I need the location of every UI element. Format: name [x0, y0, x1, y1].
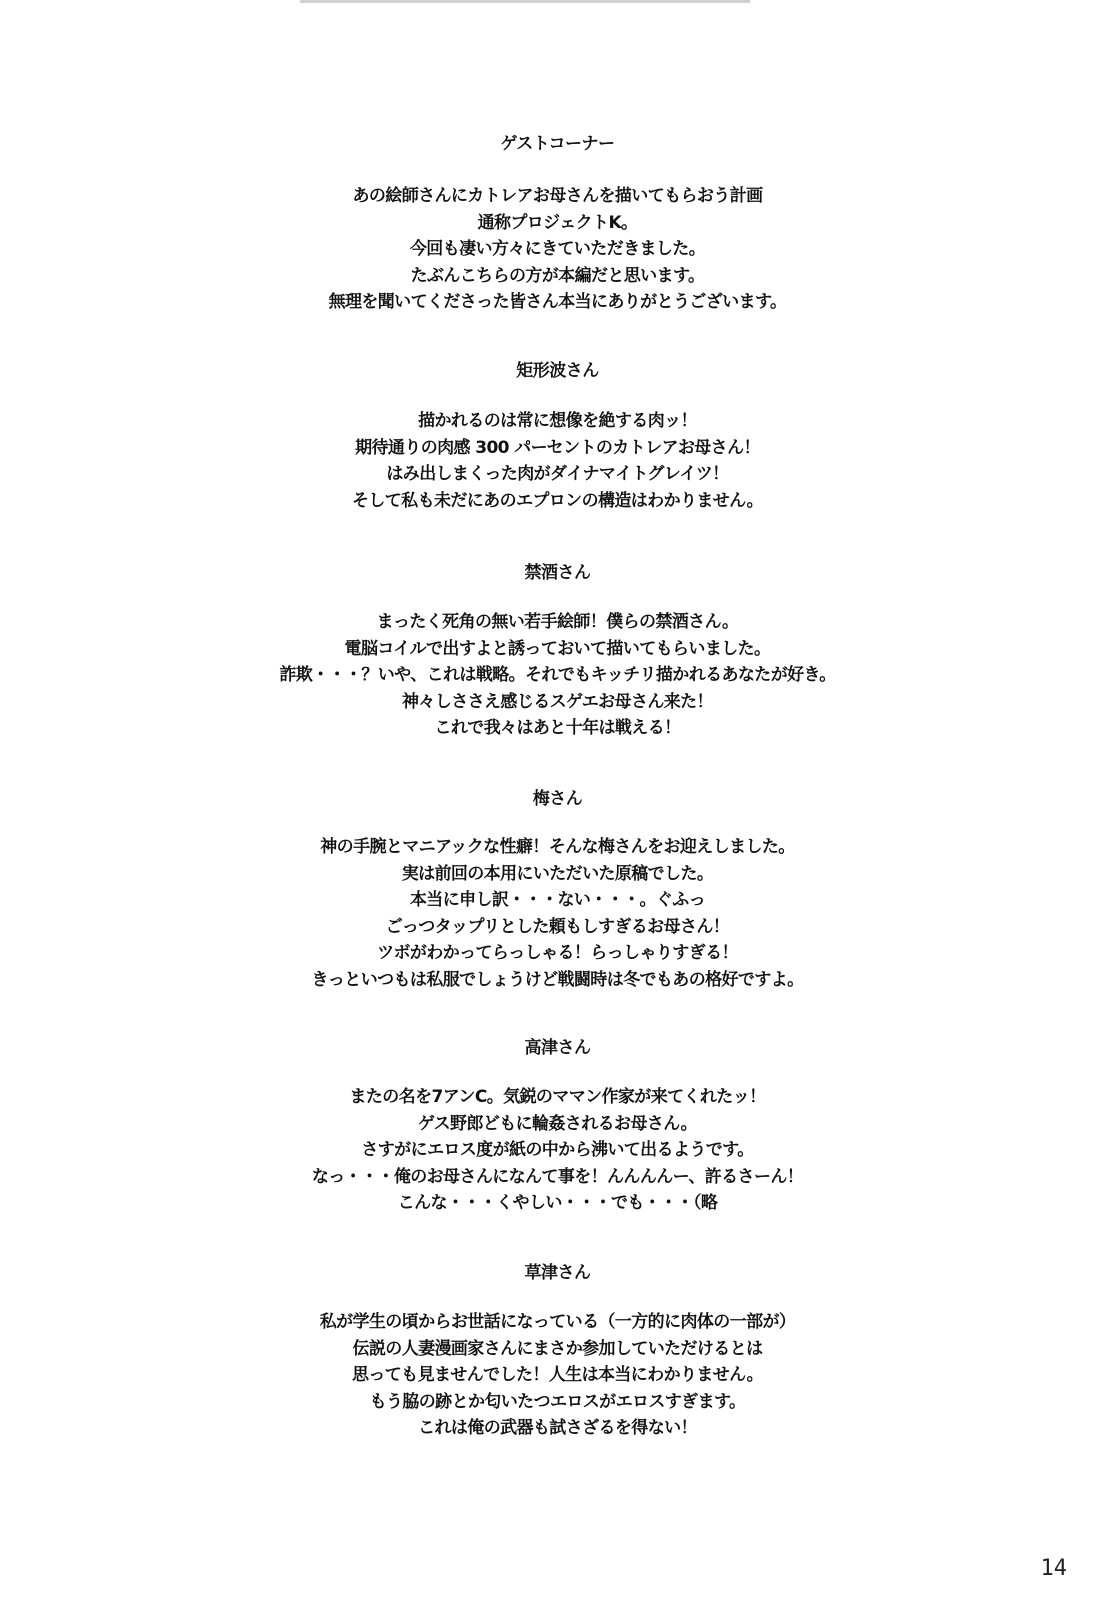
page-title: ゲストコーナー: [500, 134, 615, 154]
section-line: 神の手腕とマニアックな性癖！そんな梅さんをお迎えしました。: [320, 837, 795, 857]
section-line: 詐欺・・・？いや、これは戦略。それでもキッチリ描かれるあなたが好き。: [279, 665, 836, 685]
section-line: 思っても見ませんでした！人生は本当にわかりません。: [351, 1365, 764, 1385]
intro-line: 無理を聞いてくださった皆さん本当にありがとうございます。: [328, 292, 787, 312]
section-line: なっ・・・俺のお母さんになんて事を！んんんんー、許るさーん！: [311, 1166, 804, 1187]
section-line: はみ出しまくった肉がダイナマイトグレイツ！: [386, 464, 729, 484]
section-line: こんな・・・くやしい・・・でも・・・（略: [397, 1193, 718, 1213]
section-line: 伝説の人妻漫画家さんにまさか参加していただけるとは: [352, 1338, 763, 1359]
section-heading: 梅さん: [532, 789, 583, 809]
section-line: 描かれるのは常に想像を絶する肉ッ！: [418, 411, 697, 431]
intro-line: たぶんこちらの方が本編だと思います。: [410, 265, 705, 286]
section-heading: 高津さん: [524, 1038, 591, 1058]
section-line: そして私も未だにあのエプロンの構造はわかりません。: [351, 490, 764, 511]
section-line: もう脇の跡とか匂いたつエロスがエロスすぎます。: [369, 1391, 746, 1412]
section-line: これは俺の武器も試さざるを得ない！: [418, 1418, 697, 1438]
section-heading: 禁酒さん: [524, 563, 591, 583]
section-line: 本当に申し訳・・・ない・・・。ぐふっ: [409, 890, 706, 910]
section-line: 期待通りの肉感 300 パーセントのカトレアお母さん！: [355, 437, 760, 458]
section-line: 神々しささえ感じるスゲエお母さん来た！: [402, 691, 713, 712]
section-body: [0, 1309, 1115, 1442]
intro-paragraph: [0, 183, 1115, 316]
section-line: 電脳コイルで出すよと誘っておいて描いてもらいました。: [344, 638, 771, 659]
intro-line: あの絵師さんにカトレアお母さんを描いてもらおう計画: [352, 186, 763, 206]
section-line: さすがにエロス度が紙の中から沸いて出るようです。: [361, 1140, 754, 1160]
section-line: ごっつタップリとした頼もしすぎるお母さん！: [385, 916, 730, 937]
intro-line: 今回も凄い方々にきていただきました。: [409, 239, 706, 259]
page-number: 14: [1040, 1556, 1067, 1581]
section-line: ツボがわかってらっしゃる！らっしゃりすぎる！: [377, 943, 738, 963]
section-line: 実は前回の本用にいただいた原稿でした。: [401, 863, 714, 884]
top-edge-artifact: [300, 0, 750, 3]
section-line: まったく死角の無い若手絵師！僕らの禁酒さん。: [376, 612, 739, 632]
section-line: またの名を7アンC。気鋭のママン作家が来てくれたッ！: [349, 1087, 766, 1107]
section-line: きっといつもは私服でしょうけど戦闘時は冬でもあの格好ですよ。: [311, 969, 804, 990]
section-body: [0, 408, 1115, 514]
section-line: 私が学生の頃からお世話になっている（一方的に肉体の一部が）: [319, 1312, 796, 1332]
section-body: [0, 1084, 1115, 1217]
section-body: [0, 609, 1115, 742]
section-line: ゲス野郎どもに輪姦されるお母さん。: [417, 1113, 698, 1134]
section-line: これで我々はあと十年は戦える！: [434, 718, 681, 738]
section-body: [0, 834, 1115, 993]
section-heading: 草津さん: [524, 1263, 591, 1283]
intro-line: 通称プロジェクトK。: [477, 212, 638, 233]
section-heading: 矩形波さん: [516, 361, 599, 381]
